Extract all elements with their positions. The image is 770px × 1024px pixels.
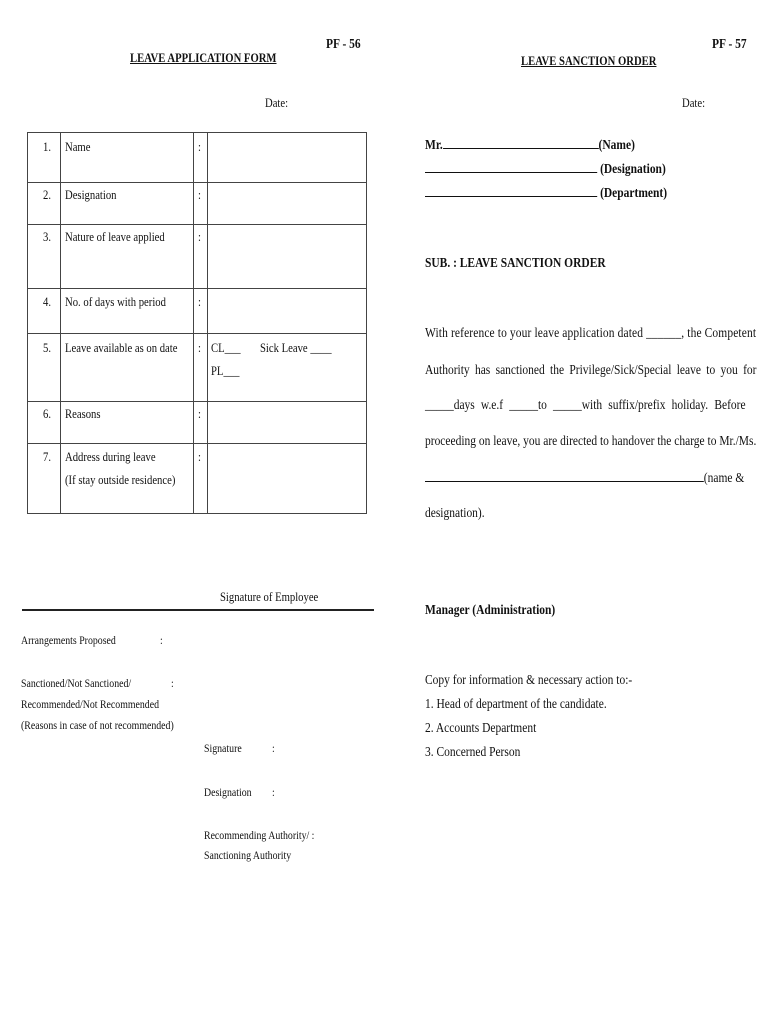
manager-administration: Manager (Administration) bbox=[425, 603, 556, 618]
copy-item-1: 1. Head of department of the candidate. bbox=[425, 697, 607, 712]
body-line-6: designation). bbox=[425, 506, 485, 521]
name-and-label: (name & bbox=[703, 471, 745, 486]
row-colon: : bbox=[198, 187, 201, 202]
row-colon: : bbox=[198, 449, 201, 464]
subject-line: SUB. : LEAVE SANCTION ORDER bbox=[425, 256, 606, 271]
row-label-designation: Designation bbox=[65, 187, 117, 202]
department-label: (Department) bbox=[600, 186, 668, 201]
body-line-2: Authority has sanctioned the Privilege/Sick/Special leave to you for bbox=[425, 363, 757, 378]
row-label-nature-of-leave: Nature of leave applied bbox=[65, 229, 165, 244]
signature-colon: : bbox=[272, 741, 275, 755]
row-label-name: Name bbox=[65, 139, 91, 154]
copy-heading: Copy for information & necessary action to:- bbox=[425, 673, 633, 688]
copy-item-3: 3. Concerned Person bbox=[425, 745, 521, 760]
leave-application-title: LEAVE APPLICATION FORM bbox=[130, 50, 277, 65]
form-code-pf56: PF - 56 bbox=[326, 37, 361, 52]
row-colon: : bbox=[198, 406, 201, 421]
signature-line bbox=[22, 609, 374, 611]
name-blank[interactable] bbox=[443, 137, 599, 149]
row-number: 7. bbox=[43, 449, 51, 464]
sanctioned-label: Sanctioned/Not Sanctioned/ bbox=[21, 676, 132, 690]
body-line-5 bbox=[425, 470, 744, 487]
row-label-address-note: (If stay outside residence) bbox=[65, 472, 176, 487]
department-blank[interactable] bbox=[425, 185, 597, 197]
row-number: 2. bbox=[43, 187, 51, 202]
form-code-pf57: PF - 57 bbox=[712, 37, 747, 52]
leave-application-table bbox=[27, 132, 367, 514]
signature-of-employee: Signature of Employee bbox=[220, 589, 319, 604]
recommended-label: Recommended/Not Recommended bbox=[21, 697, 160, 711]
designation-line bbox=[425, 161, 666, 178]
leave-sick-field[interactable]: Sick Leave ____ bbox=[260, 340, 332, 355]
mr-name-line bbox=[425, 137, 635, 154]
row-colon: : bbox=[198, 340, 201, 355]
department-line bbox=[425, 185, 667, 202]
body-line-3: _____days w.e.f _____to _____with suffix/prefix holiday. Before bbox=[425, 398, 746, 413]
copy-item-2: 2. Accounts Department bbox=[425, 721, 537, 736]
row-label-no-of-days: No. of days with period bbox=[65, 294, 166, 309]
left-date-label: Date: bbox=[265, 95, 289, 110]
row-number: 5. bbox=[43, 340, 51, 355]
row-label-address: Address during leave bbox=[65, 449, 156, 464]
signature-label: Signature bbox=[204, 741, 242, 755]
body-line-4: proceeding on leave, you are directed to handover the charge to Mr./Ms. bbox=[425, 434, 757, 449]
designation-label-right: (Designation) bbox=[600, 162, 666, 177]
reasons-note: (Reasons in case of not recommended) bbox=[21, 718, 174, 732]
row-colon: : bbox=[198, 229, 201, 244]
row-number: 6. bbox=[43, 406, 51, 421]
name-label: (Name) bbox=[598, 138, 635, 153]
row-number: 1. bbox=[43, 139, 51, 154]
recommending-authority: Recommending Authority/ : bbox=[204, 828, 315, 842]
leave-sanction-title: LEAVE SANCTION ORDER bbox=[521, 53, 657, 68]
leave-cl-field[interactable]: CL___ bbox=[211, 340, 241, 355]
right-date-label: Date: bbox=[682, 95, 706, 110]
handover-blank[interactable] bbox=[425, 470, 704, 482]
arrangements-proposed: Arrangements Proposed bbox=[21, 633, 116, 647]
row-number: 4. bbox=[43, 294, 51, 309]
designation-blank[interactable] bbox=[425, 161, 597, 173]
arrangements-colon: : bbox=[160, 633, 163, 647]
row-colon: : bbox=[198, 139, 201, 154]
row-colon: : bbox=[198, 294, 201, 309]
body-line-1: With reference to your leave application dated ______, the Competent bbox=[425, 326, 757, 341]
sanctioned-colon: : bbox=[171, 676, 174, 690]
mr-label: Mr. bbox=[425, 138, 443, 153]
sanctioning-authority: Sanctioning Authority bbox=[204, 848, 292, 862]
row-label-leave-available: Leave available as on date bbox=[65, 340, 178, 355]
row-label-reasons: Reasons bbox=[65, 406, 101, 421]
leave-pl-field[interactable]: PL___ bbox=[211, 363, 240, 378]
row-number: 3. bbox=[43, 229, 51, 244]
designation-label: Designation bbox=[204, 785, 252, 799]
designation-colon: : bbox=[272, 785, 275, 799]
